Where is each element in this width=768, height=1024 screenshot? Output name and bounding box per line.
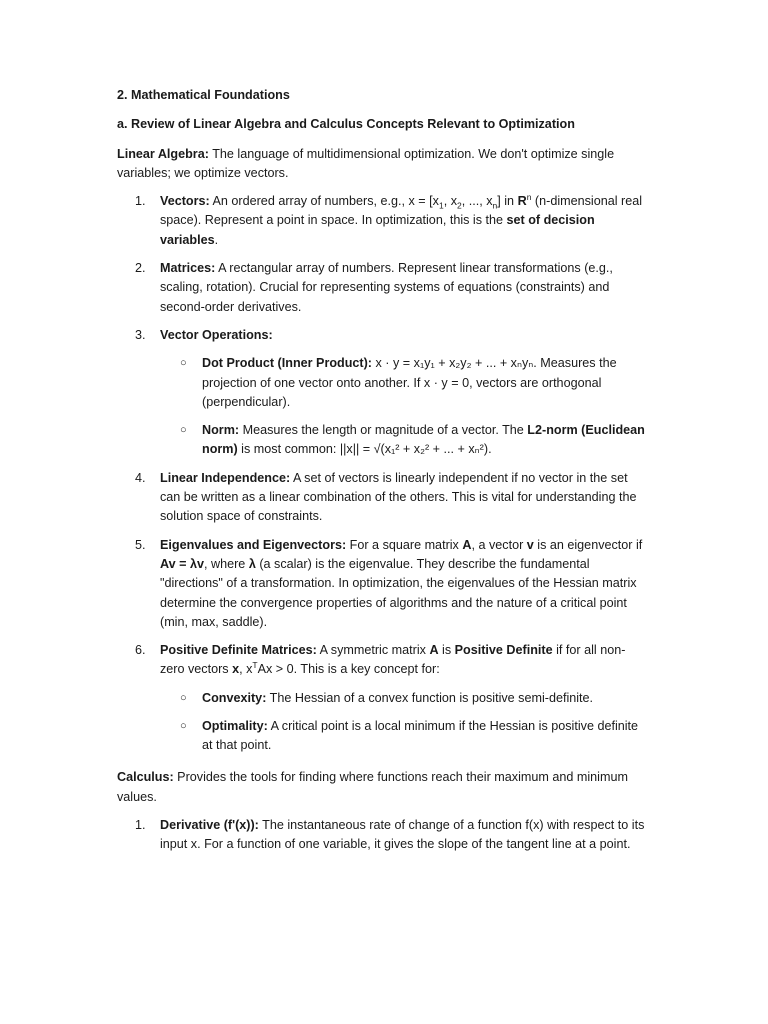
linear-algebra-label: Linear Algebra: bbox=[117, 146, 209, 161]
sublist-item-convexity bbox=[117, 689, 647, 708]
calculus-label: Calculus: bbox=[117, 770, 174, 785]
list-number: 2. bbox=[135, 261, 146, 276]
list-number: 3. bbox=[135, 327, 146, 342]
list-number: 1. bbox=[135, 817, 146, 832]
item-text: The instantaneous rate of change of a function f(x) with respect to its input x. For a function of one variable, it gives the slope of the tangent line at a point. bbox=[160, 817, 645, 852]
linear-algebra-list bbox=[117, 192, 647, 345]
list-item-eigen: 5. Eigenvalues and Eigenvectors: For a square matrix A, a vector v is an eigenvector if Av = λv, where λ (a scalar) is the eigenvalue. They describe the fundamental "directions" of a transformation. In optimization, the eigenvalues of the Hessian matrix determine the convergence properties of algorithms and the nature of a critical point (min, max, saddle). bbox=[135, 537, 643, 629]
linear-algebra-intro bbox=[117, 145, 647, 184]
sublist-item-optimality bbox=[117, 717, 647, 756]
item-text: The Hessian of a convex function is positive semi-definite. bbox=[266, 690, 594, 705]
item-label: Vectors: bbox=[160, 194, 210, 209]
item-text: A critical point is a local minimum if the Hessian is positive definite at that point. bbox=[202, 719, 639, 753]
list-item-positive-definite: 6. Positive Definite Matrices: A symmetric matrix A is Positive Definite if for all non-zero vectors x, $x^TAx > 0$. This is a key concept for: bbox=[135, 643, 626, 677]
item-label: Dot Product (Inner Product): bbox=[202, 356, 373, 371]
document-page bbox=[117, 86, 647, 863]
item-label: Linear Independence: bbox=[160, 470, 291, 485]
circle-bullet-icon: ○ bbox=[180, 691, 187, 704]
item-text: x · y = x₁y₁ + x₂y₂ + ... + xₙyₙ. Measures the projection of one vector onto another. If x · y = 0, vectors are orthogonal (perpendicular). bbox=[202, 356, 617, 409]
item-label: Eigenvalues and Eigenvectors: bbox=[160, 537, 347, 552]
sublist-item-norm: ○ Norm: Measures the length or magnitude of a vector. The L2-norm (Euclidean norm) is most common: ||x|| = √(x₁² + x₂² + ... + xₙ²). bbox=[180, 423, 645, 457]
item-label: Optimality: bbox=[202, 719, 268, 734]
item-text: A rectangular array of numbers. Represent linear transformations (e.g., scaling, rotation). Crucial for representing systems of equations (constraints) and second-order derivatives. bbox=[160, 261, 613, 314]
section-title: 2. Mathematical Foundations bbox=[117, 88, 290, 102]
list-item-linear-independence bbox=[117, 469, 647, 527]
item-text: A set of vectors is linearly independent if no vector in the set can be written as a linear combination of the others. This is vital for understanding the solution space of constraints. bbox=[160, 470, 637, 524]
list-number: 4. bbox=[135, 470, 146, 485]
linear-algebra-text: The language of multidimensional optimization. We don't optimize single variables; we optimize vectors. bbox=[117, 146, 615, 180]
list-item-vector-operations bbox=[117, 326, 647, 345]
list-item-vectors: 1. Vectors: An ordered array of numbers, e.g., $x = [x_1$, $x_2$, ..., $x_n$] in $R^n$ (n-dimensional real space). Represent a point in space. In optimization, this is the set of decision variables. bbox=[135, 192, 643, 247]
item-label: Matrices: bbox=[160, 261, 216, 276]
subsection-title: a. Review of Linear Algebra and Calculus Concepts Relevant to Optimization bbox=[117, 117, 575, 132]
list-number: 5. bbox=[135, 537, 146, 552]
circle-bullet-icon: ○ bbox=[180, 720, 187, 733]
item-label: Convexity: bbox=[202, 690, 267, 705]
calculus-list bbox=[117, 816, 647, 855]
item-label: Norm: bbox=[202, 423, 240, 438]
sublist-item-dot-product bbox=[117, 354, 647, 412]
item-label: Positive Definite Matrices: bbox=[160, 643, 317, 658]
list-number: 6. bbox=[135, 643, 146, 658]
circle-bullet-icon: ○ bbox=[180, 357, 187, 370]
item-label: Vector Operations: bbox=[160, 327, 273, 342]
calculus-intro bbox=[117, 768, 647, 807]
positive-definite-sublist bbox=[117, 689, 647, 756]
list-number: 1. bbox=[135, 194, 146, 209]
circle-bullet-icon: ○ bbox=[180, 424, 187, 437]
vector-operations-sublist bbox=[117, 354, 647, 459]
list-item-matrices bbox=[117, 259, 647, 317]
list-item-derivative bbox=[117, 816, 647, 855]
item-label: Derivative (f'(x)): bbox=[160, 817, 259, 832]
calculus-text: Provides the tools for finding where functions reach their maximum and minimum values. bbox=[117, 770, 628, 804]
linear-algebra-list-continued bbox=[117, 469, 647, 680]
